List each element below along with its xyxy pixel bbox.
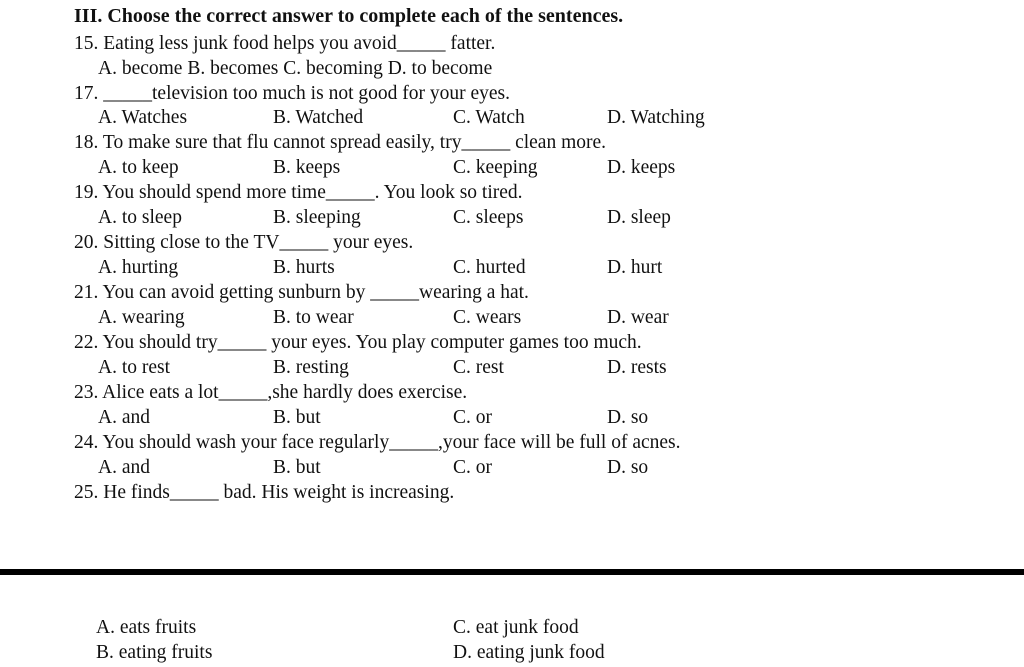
question-23-option-a: A. and [98, 407, 150, 428]
question-22-option-a: A. to rest [98, 357, 171, 378]
question-18-stem: 18. To make sure that flu cannot spread easily, try_____ clean more. [74, 132, 607, 153]
question-25-option-a: A. eats fruits [96, 617, 197, 638]
question-20-option-a: A. hurting [98, 257, 179, 278]
question-19-option-d: D. sleep [607, 207, 671, 228]
question-22-option-b: B. resting [273, 357, 349, 378]
question-18-option-b: B. keeps [273, 157, 341, 178]
section-divider [0, 569, 1024, 575]
section-title: III. Choose the correct answer to complete each of the sentences. [74, 5, 624, 27]
question-20-stem: 20. Sitting close to the TV_____ your eyes. [74, 232, 414, 253]
question-19-option-a: A. to sleep [98, 207, 182, 228]
question-19-option-c: C. sleeps [453, 207, 524, 228]
question-19-stem: 19. You should spend more time_____. You look so tired. [74, 182, 523, 203]
question-21-option-b: B. to wear [273, 307, 354, 328]
question-25-stem: 25. He finds_____ bad. His weight is increasing. [74, 482, 455, 503]
question-24-option-d: D. so [607, 457, 649, 478]
question-22-option-d: D. rests [607, 357, 667, 378]
question-21-option-d: D. wear [607, 307, 669, 328]
question-23-option-d: D. so [607, 407, 649, 428]
question-24-option-b: B. but [273, 457, 321, 478]
question-17-option-c: C. Watch [453, 107, 525, 128]
question-22-option-c: C. rest [453, 357, 504, 378]
question-23-option-b: B. but [273, 407, 321, 428]
question-18-option-a: A. to keep [98, 157, 179, 178]
question-20-option-d: D. hurt [607, 257, 663, 278]
question-25-option-d: D. eating junk food [453, 642, 605, 663]
question-21-stem: 21. You can avoid getting sunburn by _____wearing a hat. [74, 282, 529, 303]
question-15-options: A. become B. becomes C. becoming D. to become [98, 58, 493, 79]
question-15-stem: 15. Eating less junk food helps you avoid_____ fatter. [74, 33, 496, 54]
question-18-option-c: C. keeping [453, 157, 538, 178]
question-18-option-d: D. keeps [607, 157, 676, 178]
question-24-stem: 24. You should wash your face regularly_____,your face will be full of acnes. [74, 432, 681, 453]
question-17-option-b: B. Watched [273, 107, 364, 128]
question-25-option-b: B. eating fruits [96, 642, 213, 663]
question-20-option-c: C. hurted [453, 257, 526, 278]
question-23-stem: 23. Alice eats a lot_____,she hardly does exercise. [74, 382, 468, 403]
question-22-stem: 22. You should try_____ your eyes. You play computer games too much. [74, 332, 642, 353]
question-20-option-b: B. hurts [273, 257, 335, 278]
question-24-option-c: C. or [453, 457, 492, 478]
question-25-option-c: C. eat junk food [453, 617, 579, 638]
question-24-option-a: A. and [98, 457, 150, 478]
question-19-option-b: B. sleeping [273, 207, 361, 228]
question-21-option-a: A. wearing [98, 307, 185, 328]
question-21-option-c: C. wears [453, 307, 522, 328]
question-17-option-d: D. Watching [607, 107, 705, 128]
question-23-option-c: C. or [453, 407, 492, 428]
question-17-option-a: A. Watches [98, 107, 188, 128]
question-17-stem: 17. _____television too much is not good for your eyes. [74, 83, 510, 104]
